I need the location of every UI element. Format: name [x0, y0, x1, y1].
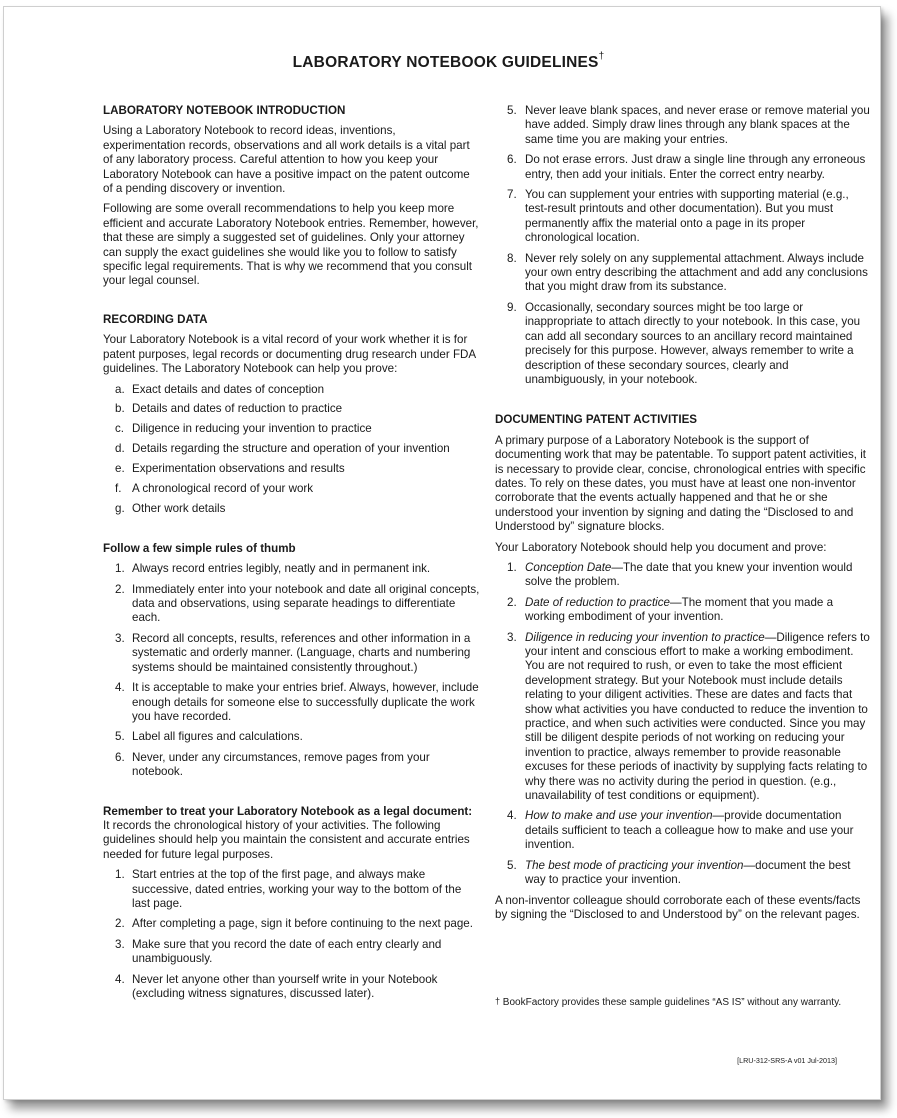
list-marker: 9. — [507, 300, 517, 314]
list-marker: 5. — [507, 104, 517, 117]
rules-list — [103, 562, 481, 779]
list-marker: e. — [115, 462, 125, 476]
rules-heading: Follow a few simple rules of thumb — [103, 541, 296, 555]
list-item — [495, 153, 870, 182]
legal-lead-paragraph — [103, 805, 481, 863]
list-item-text: Occasionally, secondary sources might be too large or inappropriate to attach directly to your notebook. In this case, you can add all secondary sources to an ancillary record maintained precisely for this purpose. However, always remember to write a description of these secondary sources, clearly and unambiguously, in your notebook. — [525, 300, 861, 386]
list-marker: c. — [115, 422, 125, 436]
list-marker: 3. — [115, 631, 125, 645]
list-item-text: —provide documentation details sufficient to teach a colleague how to make and use your invention. — [525, 809, 854, 852]
list-item — [495, 301, 870, 387]
list-marker: 4. — [115, 681, 125, 695]
list-item-text: Make sure that you record the date of each entry clearly and unambiguously. — [132, 937, 442, 966]
list-item — [495, 859, 870, 888]
intro-paragraph-2: Following are some overall recommendations to help you keep more efficient and accurate Laboratory Notebook entries. Remember, however, that these are simply a suggested set of guidelines. Only your attorney can supply the exact guidelines she would like you to follow to satisfy specific legal requirements. That is why we recommend that you consult your legal counsel. — [103, 202, 479, 288]
legal-list-right — [495, 104, 870, 387]
list-marker: 6. — [115, 750, 125, 764]
section-gap — [103, 522, 481, 542]
list-item-text: Details and dates of reduction to practice — [132, 402, 343, 416]
list-item-text: After completing a page, sign it before continuing to the next page. — [132, 917, 473, 931]
list-item — [103, 462, 481, 476]
list-item — [495, 561, 870, 590]
list-item — [103, 402, 481, 416]
legal-lead-bold: Remember to treat your Laboratory Notebook as a legal document: — [103, 804, 473, 818]
list-marker: 2. — [507, 595, 517, 609]
list-marker: 4. — [507, 809, 517, 823]
list-marker: 4. — [115, 972, 125, 986]
list-item-text: Immediately enter into your notebook and date all original concepts, data and observations, using separate headings to differentiate each. — [132, 582, 480, 625]
footnote-dagger: † — [495, 996, 501, 1006]
right-column — [495, 104, 870, 928]
list-item-term: Date of reduction to practice — [525, 595, 671, 609]
list-marker: 1. — [115, 562, 125, 576]
list-marker: 6. — [507, 153, 517, 167]
list-item-text: Label all figures and calculations. — [132, 730, 303, 744]
list-item — [103, 422, 481, 436]
list-item — [103, 482, 481, 496]
list-item-text: It is acceptable to make your entries brief. Always, however, include enough details for someone else to successfully duplicate the work you have recorded. — [132, 681, 479, 723]
list-item — [103, 383, 481, 397]
list-item — [103, 938, 481, 967]
left-column — [103, 104, 481, 1007]
list-item-text: Other work details — [132, 501, 226, 515]
document-code: [LRU-312-SRS-A v01 Jul-2013] — [737, 1056, 837, 1065]
list-item-text: —document the best way to practice your invention. — [525, 858, 851, 887]
list-item-text: You can supplement your entries with supporting material (e.g., test-result printouts and other documentation). But you must permanently affix the material onto a page in its proper chronological location. — [525, 188, 849, 245]
list-item-text: —Diligence refers to your intent and conscious effort to make a working embodiment. You are not required to rush, or even to take the most efficient development strategy. But your Notebook must include details relating to your diligent activities. These are dates and facts that show what activities you have conducted to reduce the invention to practice, and when such activities were conducted. Since you may still be diligent despite periods of not working on reducing your invention to practice, always remember to provide reasonable excuses for these periods of inactivity by supplying facts relating to why there was no activity during the period in question. (e.g., unavailability of test conditions or equipment). — [525, 630, 870, 803]
section-gap — [103, 295, 481, 313]
list-item-term: The best mode of practicing your invention — [525, 858, 744, 872]
list-item-text: Diligence in reducing your invention to practice — [132, 422, 372, 436]
patent-heading: DOCUMENTING PATENT ACTIVITIES — [495, 413, 698, 427]
title-dagger: † — [598, 51, 605, 62]
list-item-text: Never rely solely on any supplemental attachment. Always include your own entry describing the attachment and add any conclusions that you might draw from its substance. — [525, 251, 868, 294]
list-item-text: Experimentation observations and results — [132, 462, 345, 476]
list-item-text: Details regarding the structure and operation of your invention — [132, 442, 450, 456]
list-marker: 1. — [115, 868, 125, 882]
list-item-text: Never, under any circumstances, remove pages from your notebook. — [132, 750, 430, 779]
list-item-text: Start entries at the top of the first page, and always make successive, dated entries, working your way to the bottom of the last page. — [132, 868, 462, 910]
list-item — [495, 188, 870, 246]
list-marker: d. — [115, 442, 125, 456]
list-marker: 5. — [507, 858, 517, 872]
list-marker: a. — [115, 382, 125, 396]
list-marker: g. — [115, 501, 125, 515]
recording-heading: RECORDING DATA — [103, 312, 208, 326]
list-marker: 8. — [507, 251, 517, 265]
list-item — [103, 562, 481, 576]
list-item — [103, 502, 481, 516]
footnote-text: BookFactory provides these sample guidelines “AS IS” without any warranty. — [500, 997, 842, 1008]
list-item — [495, 596, 870, 625]
legal-lead-text: It records the chronological history of your activities. The following guidelines should help you maintain the consistent and accurate entries needed for future legal purposes. — [103, 818, 470, 861]
list-item-text: A chronological record of your work — [132, 482, 314, 496]
patent-paragraph-3: A non-inventor colleague should corroborate each of these events/facts by signing the “Disclosed to and Understood by” on the relevant pages. — [495, 893, 861, 921]
legal-list-left — [103, 868, 481, 1001]
list-marker: 1. — [507, 560, 517, 574]
list-item-term: Conception Date — [525, 560, 612, 574]
list-item-text: —The date that you knew your invention would solve the problem. — [525, 560, 853, 589]
list-marker: 3. — [115, 937, 125, 951]
list-item-text: Record all concepts, results, references and other information in a systematic and orderly manner. (Language, charts and numbering systems should be maintained consistently throughout.) — [132, 631, 471, 674]
list-item-text: Never let anyone other than yourself write in your Notebook (excluding witness signatures, discussed later). — [132, 972, 438, 1000]
list-marker: 3. — [507, 630, 517, 644]
list-marker: 2. — [115, 917, 125, 931]
list-item-text: Always record entries legibly, neatly and in permanent ink. — [132, 562, 431, 576]
list-item — [103, 730, 481, 744]
list-marker: 2. — [115, 582, 125, 596]
intro-paragraph-1: Using a Laboratory Notebook to record ideas, inventions, experimentation records, observations and all work details is a vital part of any laboratory process. Careful attention to how you keep your Laboratory Notebook can have a positive impact on the patent outcome of a pending discovery or invention. — [103, 124, 470, 196]
list-item — [495, 252, 870, 295]
title-text: LABORATORY NOTEBOOK GUIDELINES — [292, 54, 599, 71]
patent-list — [495, 561, 870, 888]
patent-paragraph-1: A primary purpose of a Laboratory Notebook is the support of documenting work that may be patentable. To support patent activities, it is necessary to provide clear, concise, chronological entries with specific dates. To rely on these dates, you must have at least one non-inventor corroborate that the events actually happened and that he or she understood your invention by signing and dating the “Disclosed to and Understood by” signature blocks. — [495, 433, 866, 534]
list-item — [103, 973, 481, 1002]
intro-heading: LABORATORY NOTEBOOK INTRODUCTION — [103, 104, 346, 117]
list-item — [103, 632, 481, 675]
list-item-text: Exact details and dates of conception — [132, 382, 325, 396]
footnote — [495, 996, 875, 1009]
list-marker: b. — [115, 402, 125, 416]
list-item-term: How to make and use your invention — [525, 809, 713, 823]
list-item — [495, 104, 870, 147]
list-item-text: Never leave blank spaces, and never erase or remove material you have added. Simply draw lines through any blank spaces at the same time you are making your entries. — [525, 104, 870, 146]
recording-paragraph: Your Laboratory Notebook is a vital record of your work whether it is for patent purposes, legal records or documenting drug research under FDA guidelines. The Laboratory Notebook can help you prove: — [103, 333, 476, 376]
list-marker: 7. — [507, 188, 517, 202]
list-marker: 5. — [115, 730, 125, 744]
section-gap — [495, 393, 870, 413]
prove-list — [103, 383, 481, 517]
list-item — [103, 442, 481, 456]
list-item — [103, 751, 481, 780]
list-item-text: Do not erase errors. Just draw a single line through any erroneous entry, then add your initials. Enter the correct entry nearby. — [525, 153, 866, 181]
list-item — [103, 583, 481, 626]
section-gap — [103, 786, 481, 805]
list-item — [103, 681, 481, 724]
list-item — [495, 809, 870, 852]
patent-paragraph-2: Your Laboratory Notebook should help you document and prove: — [495, 540, 827, 554]
list-item — [103, 868, 481, 911]
page-title — [0, 51, 897, 72]
list-item — [103, 917, 481, 931]
list-marker: f. — [115, 482, 122, 496]
list-item-term: Diligence in reducing your invention to practice — [525, 630, 765, 644]
list-item-text: —The moment that you made a working embodiment of your invention. — [525, 595, 834, 624]
list-item — [495, 631, 870, 804]
